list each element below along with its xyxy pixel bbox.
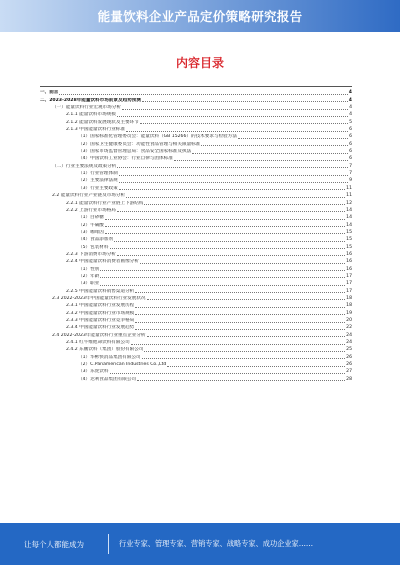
toc-entry-text: （5）包装材料: [78, 244, 109, 250]
toc-entry-text: （3）国家市场监督管理总局：食品安全国家标准及执法: [78, 149, 192, 155]
toc-entry-page: 4: [348, 90, 352, 96]
toc-entry-page: 18: [346, 303, 352, 309]
toc-leader-dots: [201, 145, 348, 146]
toc-entry-page: 17: [346, 288, 352, 294]
toc-entry[interactable]: [40, 192, 352, 199]
toc-leader-dots: [100, 285, 345, 286]
toc-entry[interactable]: [40, 229, 352, 236]
toc-leader-dots: [117, 255, 345, 256]
toc-entry[interactable]: [40, 199, 352, 206]
toc-entry[interactable]: [40, 221, 352, 228]
toc-leader-dots: [105, 219, 345, 220]
toc-leader-dots: [105, 233, 345, 234]
toc-entry-page: 6: [349, 134, 352, 140]
toc-entry-text: 2.2.1 能量饮料行业产业链上下游结构: [66, 200, 144, 206]
toc-entry[interactable]: [40, 104, 352, 111]
toc-leader-dots: [131, 344, 345, 345]
toc-entry-text: （3）咖啡因: [78, 229, 104, 235]
table-of-contents: [40, 89, 352, 383]
toc-entry-text: 2.3 2022-2023年中国能量饮料行业发展状况: [52, 295, 146, 301]
toc-entry[interactable]: [40, 273, 352, 280]
toc-leader-dots: [144, 204, 345, 205]
toc-entry[interactable]: [40, 207, 352, 214]
toc-entry[interactable]: [40, 251, 352, 258]
toc-entry[interactable]: [40, 375, 352, 382]
toc-leader-dots: [144, 351, 345, 352]
toc-entry-text: （4）食品添加剂: [78, 237, 114, 243]
toc-entry-page: 15: [346, 237, 352, 243]
toc-leader-dots: [119, 182, 348, 183]
toc-entry[interactable]: [40, 280, 352, 287]
toc-leader-dots: [137, 380, 345, 381]
toc-entry-text: （2）C.Panamerican Industries Co.,Ltd: [78, 362, 167, 368]
toc-entry-page: 6: [349, 156, 352, 162]
toc-entry[interactable]: [40, 353, 352, 360]
toc-entry[interactable]: [40, 302, 352, 309]
toc-entry-page: 27: [346, 369, 352, 375]
toc-entry[interactable]: [40, 295, 352, 302]
toc-entry[interactable]: [40, 368, 352, 375]
toc-leader-dots: [135, 329, 345, 330]
toc-entry-page: 15: [346, 244, 352, 250]
toc-entry[interactable]: [40, 96, 352, 103]
toc-entry-text: （2）主要法律法规: [78, 178, 118, 184]
toc-entry-text: 2.3.4 中国能量饮料行业发展趋势: [66, 325, 135, 331]
toc-leader-dots: [135, 314, 345, 315]
toc-entry[interactable]: [40, 89, 352, 96]
toc-entry-text: 2.2.5 中国能量饮料销售渠道分析: [66, 288, 135, 294]
toc-leader-dots: [119, 189, 345, 190]
toc-leader-dots: [119, 175, 348, 176]
toc-entry[interactable]: [40, 140, 352, 147]
toc-entry-text: 2.2 能量饮料行业产业链及市场分析: [52, 193, 126, 199]
footer-slogan: 让每个人都能成为: [24, 539, 84, 549]
report-title: 能量饮料企业产品定价策略研究报告: [97, 9, 303, 24]
toc-leader-dots: [135, 307, 345, 308]
toc-entry[interactable]: [40, 184, 352, 191]
toc-entry-text: 2.3.3 中国能量饮料行业竞争格局: [66, 318, 135, 323]
toc-entry-text: 2.4.2 东鹏饮料（集团）股份有限公司: [66, 347, 144, 353]
toc-entry-page: 4: [349, 112, 352, 118]
toc-leader-dots: [122, 109, 348, 110]
toc-entry-text: （1）行业管理体制: [78, 171, 118, 177]
toc-entry-text: 2.1.2 能量饮料发展现状及主要环节: [66, 119, 139, 125]
toc-entry[interactable]: [40, 339, 352, 346]
toc-entry-page: 7: [349, 163, 352, 169]
toc-entry-page: 6: [349, 127, 352, 133]
toc-entry-page: 18: [346, 295, 352, 301]
toc-entry[interactable]: [40, 361, 352, 368]
toc-leader-dots: [110, 373, 346, 374]
toc-entry-text: 一、前言: [40, 90, 59, 96]
toc-entry-page: 4: [348, 97, 352, 103]
toc-entry-text: （2）牛磺酸: [78, 222, 104, 228]
toc-entry[interactable]: [40, 258, 352, 265]
toc-entry-page: 6: [349, 149, 352, 155]
toc-entry-text: 2.2.2 上游行业市场格局: [66, 207, 116, 213]
toc-leader-dots: [135, 322, 345, 323]
toc-leader-dots: [117, 211, 345, 212]
toc-entry[interactable]: [40, 162, 352, 169]
toc-heading: 内容目录: [175, 56, 224, 70]
toc-entry-page: 12: [346, 200, 352, 206]
toc-entry-page: 6: [349, 141, 352, 147]
toc-leader-dots: [140, 123, 348, 124]
toc-entry-page: 22: [346, 325, 352, 331]
toc-entry-text: 二、2023-2028年能量饮料市场前景及趋势预测: [40, 97, 141, 103]
toc-entry-page: 16: [346, 266, 352, 272]
toc-leader-dots: [135, 292, 345, 293]
toc-leader-dots: [238, 138, 348, 139]
toc-entry[interactable]: [40, 214, 352, 221]
toc-entry-page: 16: [346, 251, 352, 257]
toc-entry[interactable]: [40, 118, 352, 125]
toc-entry[interactable]: [40, 126, 352, 133]
toc-entry-text: （1）国家标准化管理委员会：能量饮料（GB 15266）的技术要求与检验方法: [78, 134, 237, 140]
toc-entry-text: （4）中国饮料工业协会：行业自律与团体标准: [78, 156, 173, 162]
toc-entry-text: 2.4 2022-2023年能量饮料行业重点企业分析: [52, 332, 146, 338]
toc-leader-dots: [117, 167, 348, 168]
toc-entry-text: 2.1.1 能量饮料市场规模: [66, 112, 116, 118]
toc-entry-text: 2.2.3 下游消费市场分析: [66, 251, 116, 257]
toc-entry[interactable]: [40, 133, 352, 140]
toc-entry-page: 15: [346, 229, 352, 235]
toc-leader-dots: [192, 153, 348, 154]
toc-entry-page: 26: [346, 362, 352, 368]
toc-leader-dots: [59, 94, 347, 95]
toc-entry-page: 19: [346, 310, 352, 316]
toc-entry[interactable]: [40, 317, 352, 324]
toc-entry[interactable]: [40, 331, 352, 338]
toc-leader-dots: [126, 197, 345, 198]
toc-leader-dots: [126, 131, 348, 132]
toc-entry[interactable]: [40, 309, 352, 316]
toc-leader-dots: [147, 299, 346, 300]
toc-entry-text: （4）达利食品集团有限公司: [78, 376, 137, 382]
toc-entry[interactable]: [40, 287, 352, 294]
toc-entry-text: 2.3.2 中国能量饮料行业市场规模: [66, 310, 135, 316]
toc-entry-page: 26: [346, 354, 352, 360]
toc-entry-text: （二）行业主要法规及政策分析: [52, 163, 117, 169]
toc-entry-text: （2）国家卫生健康委员会：功能性食品管理与相关限量标准: [78, 141, 201, 147]
toc-entry-page: 16: [346, 259, 352, 265]
footer-tagline: 行业专家、管理专家、营销专家、战略专家、成功企业家……: [119, 539, 314, 548]
toc-entry-text: 2.1.3 中国能量饮料行业标准: [66, 127, 126, 133]
toc-entry-text: 2.2.4 中国能量饮料消费者画像分析: [66, 259, 139, 265]
toc-leader-dots: [142, 358, 345, 359]
toc-entry-text: 2.3.1 中国能量饮料行业发展历程: [66, 303, 135, 309]
toc-entry-text: （2）年龄: [78, 273, 100, 279]
toc-entry-page: 24: [346, 340, 352, 346]
toc-entry[interactable]: [40, 236, 352, 243]
footer-divider: [108, 534, 109, 554]
toc-entry[interactable]: [40, 324, 352, 331]
toc-entry-page: 5: [349, 119, 352, 125]
toc-entry[interactable]: [40, 148, 352, 155]
toc-entry[interactable]: [40, 155, 352, 162]
toc-leader-dots: [105, 226, 345, 227]
toc-leader-dots: [100, 277, 345, 278]
toc-entry-page: 25: [346, 347, 352, 353]
toc-entry[interactable]: [40, 265, 352, 272]
toc-leader-dots: [110, 248, 346, 249]
toc-entry[interactable]: [40, 177, 352, 184]
toc-entry-page: 17: [346, 281, 352, 287]
toc-leader-dots: [100, 270, 345, 271]
toc-leader-dots: [142, 101, 348, 102]
toc-divider: [40, 86, 352, 87]
toc-entry-page: 11: [346, 185, 352, 191]
toc-entry-text: （3）乐虎饮料: [78, 369, 109, 375]
toc-entry-page: 28: [346, 376, 352, 382]
toc-entry-text: （1）华彬快消品集团有限公司: [78, 354, 141, 360]
toc-entry-text: （3）职业: [78, 281, 100, 287]
toc-entry-page: 14: [346, 207, 352, 213]
toc-entry-page: 4: [349, 105, 352, 111]
toc-entry[interactable]: [40, 243, 352, 250]
toc-entry-text: 2.4.1 红牛维他命饮料有限公司: [66, 340, 130, 346]
toc-entry-page: 24: [346, 332, 352, 338]
toc-leader-dots: [167, 366, 345, 367]
toc-leader-dots: [147, 336, 346, 337]
toc-leader-dots: [140, 263, 345, 264]
toc-entry-page: 14: [346, 215, 352, 221]
report-footer: [0, 523, 400, 565]
toc-entry[interactable]: [40, 170, 352, 177]
toc-entry-text: （1）白砂糖: [78, 215, 104, 221]
toc-entry-page: 7: [349, 171, 352, 177]
toc-leader-dots: [114, 241, 345, 242]
toc-entry-text: （1）性别: [78, 266, 100, 272]
toc-entry-page: 11: [346, 193, 352, 199]
toc-entry-page: 17: [346, 273, 352, 279]
report-header: [0, 0, 400, 32]
toc-entry-text: （一）能量饮料行业宏观市场分析: [52, 105, 121, 111]
toc-entry-text: （3）行业主要政策: [78, 185, 118, 191]
toc-leader-dots: [117, 116, 348, 117]
toc-entry-page: 20: [346, 318, 352, 323]
toc-entry[interactable]: [40, 111, 352, 118]
toc-entry-page: 9: [349, 178, 352, 184]
toc-leader-dots: [174, 160, 348, 161]
toc-entry-page: 14: [346, 222, 352, 228]
toc-entry[interactable]: [40, 346, 352, 353]
